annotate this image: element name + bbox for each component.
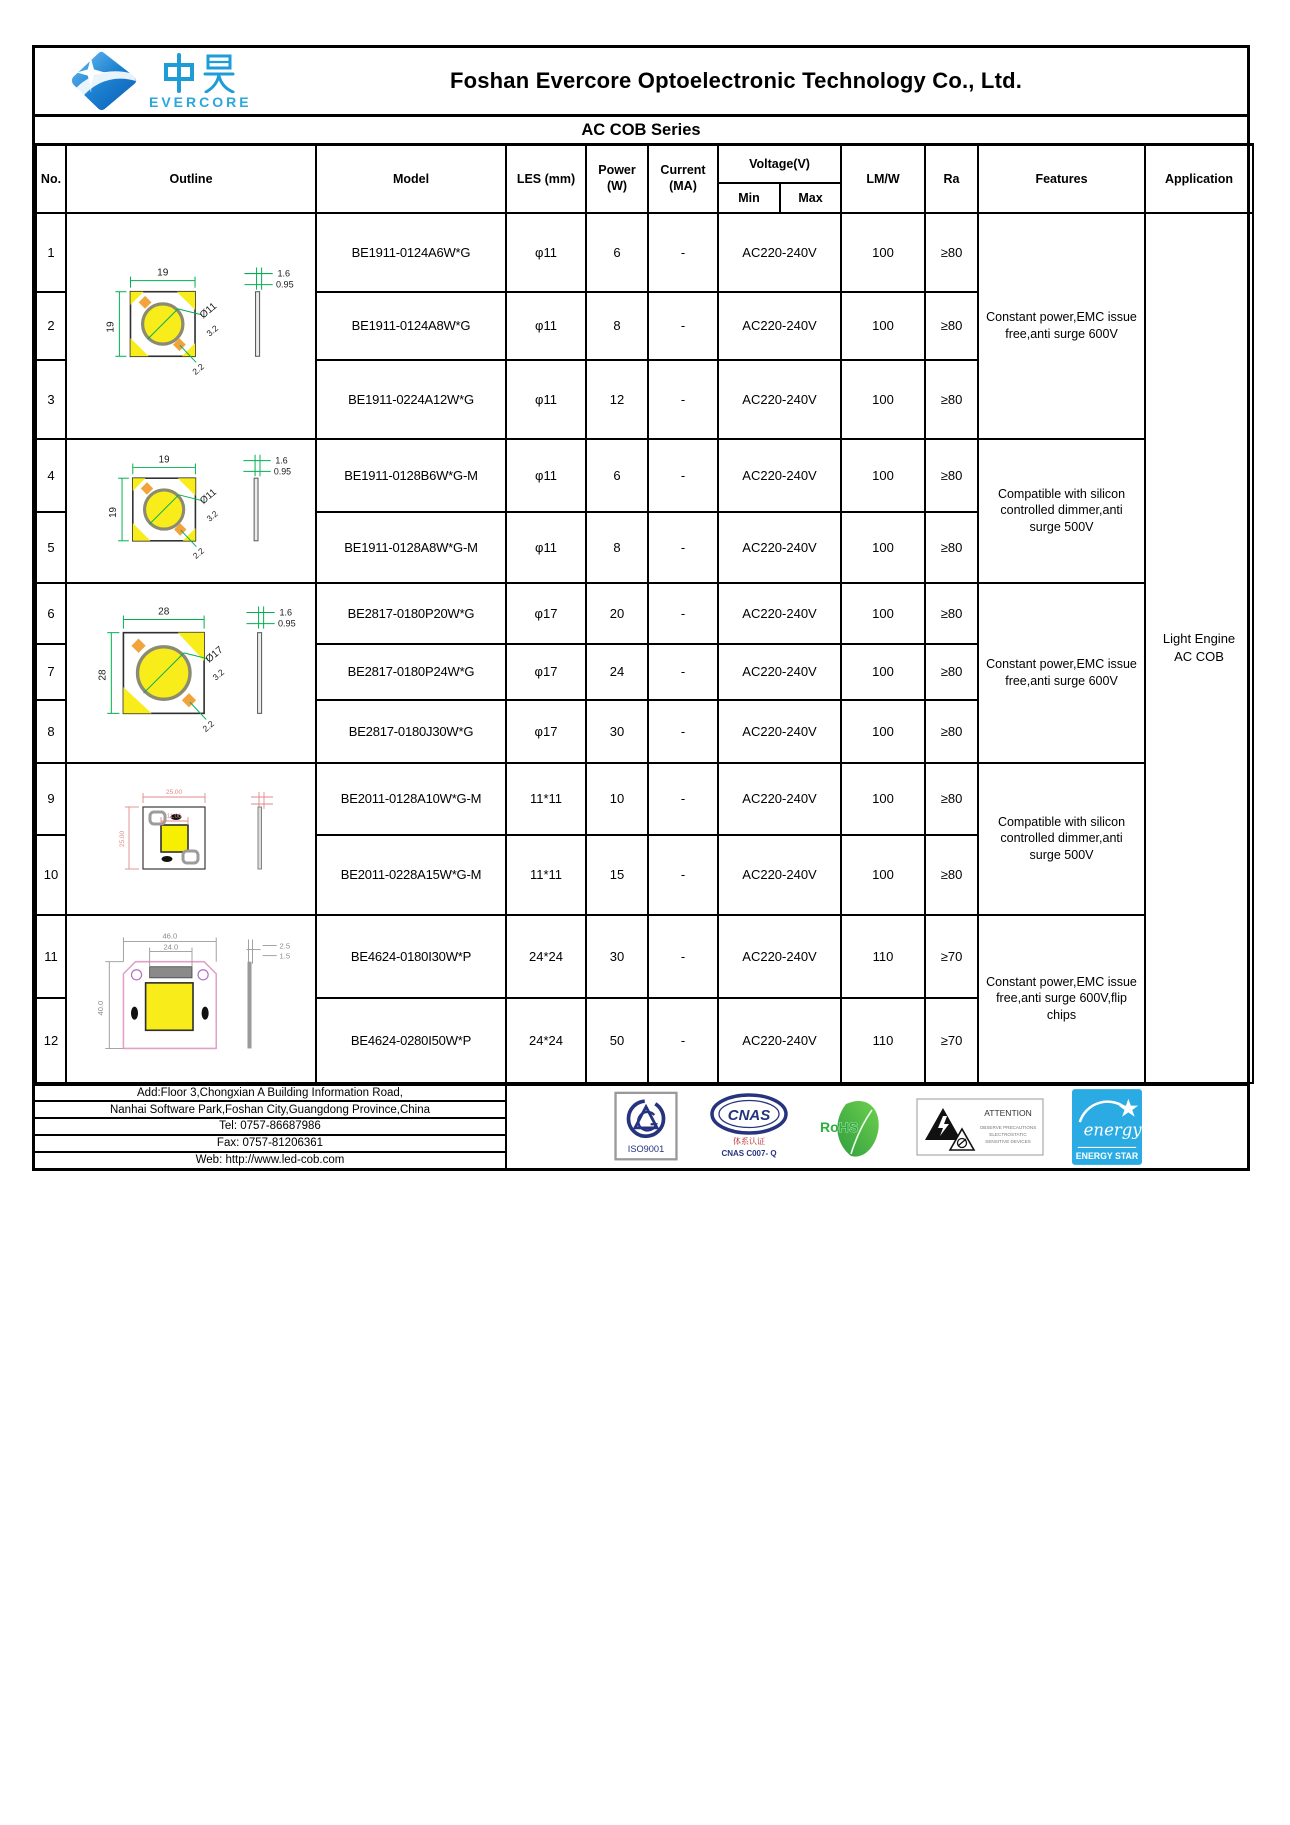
series-title: AC COB Series: [35, 114, 1247, 143]
current-cell: -: [648, 213, 718, 292]
model-cell: BE4624-0180I30W*P: [316, 915, 506, 998]
outline-drawing-be1911-a: [75, 253, 307, 395]
ra-cell: ≥80: [925, 644, 978, 700]
ra-cell: ≥80: [925, 835, 978, 915]
outline-cell-be1911-a: [66, 213, 316, 439]
datasheet-document: [32, 45, 1250, 1171]
ra-cell: ≥80: [925, 512, 978, 583]
energy-script-label: energy: [1083, 1120, 1142, 1140]
les-cell: φ11: [506, 512, 586, 583]
dim-dia: Ø11: [198, 300, 220, 322]
current-cell: -: [648, 512, 718, 583]
col-header-voltage-min: Min: [718, 183, 780, 213]
dim-side: 40.0: [96, 1000, 106, 1015]
dim-top: 28: [158, 606, 170, 618]
les-cell: φ17: [506, 700, 586, 763]
col-header-lmw: LM/W: [841, 145, 925, 213]
iso9001-badge: [612, 1091, 680, 1163]
dim-t1: 1.6: [277, 268, 291, 279]
dim-inner: 24.0: [163, 942, 179, 952]
les-cell: φ11: [506, 213, 586, 292]
features-cell-group5: Constant power,EMC issue free,anti surge 600V,flip chips: [978, 915, 1145, 1083]
model-cell: BE2817-0180P20W*G: [316, 583, 506, 644]
current-cell: -: [648, 292, 718, 360]
les-cell: φ17: [506, 644, 586, 700]
esd-text-line3: SENSITIVE DEVICES: [985, 1138, 1031, 1144]
no-cell: 1: [36, 213, 66, 292]
voltage-cell: AC220-240V: [718, 915, 841, 998]
outline-drawing-be1911-b: [79, 441, 304, 578]
les-cell: φ11: [506, 439, 586, 512]
model-cell: BE1911-0224A12W*G: [316, 360, 506, 439]
voltage-cell: AC220-240V: [718, 583, 841, 644]
esd-attention-label: ATTENTION: [984, 1107, 1032, 1118]
power-cell: 20: [586, 583, 648, 644]
voltage-cell: AC220-240V: [718, 998, 841, 1083]
model-cell: BE1911-0124A6W*G: [316, 213, 506, 292]
model-cell: BE4624-0280I50W*P: [316, 998, 506, 1083]
spec-table: [35, 143, 1254, 1084]
evercore-logo-mark-icon: [67, 50, 141, 112]
power-cell: 6: [586, 213, 648, 292]
outline-cell-be1911-b: [66, 439, 316, 583]
model-cell: BE1911-0128A8W*G-M: [316, 512, 506, 583]
tel-line: Tel: 0757-86687986: [35, 1119, 505, 1136]
ra-cell: ≥80: [925, 439, 978, 512]
rohs-label: RoHS: [820, 1118, 859, 1135]
outline-cell-be2011: [66, 763, 316, 915]
les-cell: φ17: [506, 583, 586, 644]
voltage-cell: AC220-240V: [718, 213, 841, 292]
col-header-features: Features: [978, 145, 1145, 213]
dim-outer: 25.00: [165, 789, 183, 796]
col-header-current-line2: (MA): [669, 178, 697, 193]
features-cell-group4: Compatible with silicon controlled dimmer,anti surge 500V: [978, 763, 1145, 915]
les-cell: 11*11: [506, 763, 586, 835]
dim-t1: 1.6: [279, 607, 293, 618]
power-cell: 15: [586, 835, 648, 915]
outline-drawing-be2011: [80, 767, 302, 907]
col-header-voltage: Voltage(V): [718, 145, 841, 183]
cnas-badge: [708, 1093, 790, 1161]
features-cell-group2: Compatible with silicon controlled dimmer,anti surge 500V: [978, 439, 1145, 583]
current-cell: -: [648, 439, 718, 512]
dim-t2: 1.5: [279, 951, 291, 961]
outline-drawing-be2817: [75, 584, 307, 758]
dim-t1: 2.5: [279, 941, 291, 951]
voltage-cell: AC220-240V: [718, 835, 841, 915]
cnas-sub-label-1: 体系认证: [733, 1136, 765, 1146]
logo-text-block: [149, 53, 252, 109]
les-cell: 24*24: [506, 998, 586, 1083]
document-header: [35, 48, 1247, 114]
features-cell-group3: Constant power,EMC issue free,anti surge 600V: [978, 583, 1145, 763]
no-cell: 8: [36, 700, 66, 763]
dim-t2: 0.95: [273, 465, 291, 476]
voltage-cell: AC220-240V: [718, 512, 841, 583]
ra-cell: ≥80: [925, 360, 978, 439]
lmw-cell: 100: [841, 835, 925, 915]
address-line-2: Nanhai Software Park,Foshan City,Guangdong Province,China: [35, 1102, 505, 1119]
ra-cell: ≥80: [925, 583, 978, 644]
model-cell: BE2817-0180P24W*G: [316, 644, 506, 700]
voltage-cell: AC220-240V: [718, 700, 841, 763]
dim-t2: 0.95: [278, 618, 296, 629]
no-cell: 5: [36, 512, 66, 583]
col-header-current: [648, 145, 718, 213]
no-cell: 7: [36, 644, 66, 700]
application-cell: Light Engine AC COB: [1145, 213, 1253, 1083]
no-cell: 2: [36, 292, 66, 360]
no-cell: 3: [36, 360, 66, 439]
lmw-cell: 100: [841, 439, 925, 512]
power-cell: 12: [586, 360, 648, 439]
esd-text-line2: ELECTROSTATIC: [989, 1131, 1027, 1137]
dim-inner: 11.00: [166, 814, 182, 820]
no-cell: 9: [36, 763, 66, 835]
dim-outer-side: 25.00: [119, 830, 126, 848]
lmw-cell: 100: [841, 583, 925, 644]
esd-attention-badge: [916, 1098, 1044, 1156]
web-line: Web: http://www.led-cob.com: [195, 1154, 345, 1167]
dim-t2: 0.95: [275, 279, 294, 290]
evercore-logo: [35, 50, 252, 112]
current-cell: -: [648, 763, 718, 835]
logo-brand-text: EVERCORE: [149, 94, 252, 110]
no-cell: 11: [36, 915, 66, 998]
col-header-power-line2: (W): [606, 178, 628, 193]
esd-text-line1: OBSERVE PRECAUTIONS: [979, 1124, 1037, 1130]
power-cell: 30: [586, 915, 648, 998]
document-footer: [35, 1084, 1247, 1168]
no-cell: 6: [36, 583, 66, 644]
lmw-cell: 100: [841, 700, 925, 763]
outline-cell-be2817: [66, 583, 316, 763]
col-header-power: [586, 145, 648, 213]
lmw-cell: 110: [841, 998, 925, 1083]
ra-cell: ≥70: [925, 998, 978, 1083]
dim-t1: 1.6: [274, 455, 288, 466]
cnas-label: CNAS: [727, 1106, 771, 1124]
current-cell: -: [648, 644, 718, 700]
les-cell: φ11: [506, 360, 586, 439]
col-header-current-line1: Current: [660, 163, 706, 178]
energy-star-label: ENERGY STAR: [1075, 1150, 1139, 1161]
model-cell: BE2011-0228A15W*G-M: [316, 835, 506, 915]
dim-top: 46.0: [162, 930, 178, 940]
col-header-power-line1: Power: [598, 163, 636, 178]
dim-dia: Ø11: [197, 486, 219, 507]
no-cell: 12: [36, 998, 66, 1083]
les-cell: φ11: [506, 292, 586, 360]
les-cell: 11*11: [506, 835, 586, 915]
ra-cell: ≥80: [925, 213, 978, 292]
ra-cell: ≥80: [925, 700, 978, 763]
company-name: Foshan Evercore Optoelectronic Technology Co., Ltd.: [449, 68, 1023, 93]
ra-cell: ≥80: [925, 763, 978, 835]
col-header-model: Model: [316, 145, 506, 213]
dim-side: 28: [97, 669, 109, 681]
lmw-cell: 100: [841, 644, 925, 700]
features-cell-group1: Constant power,EMC issue free,anti surge 600V: [978, 213, 1145, 439]
col-header-no: No.: [36, 145, 66, 213]
power-cell: 8: [586, 292, 648, 360]
dim-d2: 2.2: [190, 361, 206, 377]
voltage-cell: AC220-240V: [718, 644, 841, 700]
certifications-strip: [507, 1086, 1247, 1168]
address-line-1: Add:Floor 3,Chongxian A Building Information Road,: [35, 1086, 505, 1103]
col-header-application: Application: [1145, 145, 1253, 213]
voltage-cell: AC220-240V: [718, 292, 841, 360]
current-cell: -: [648, 998, 718, 1083]
power-cell: 8: [586, 512, 648, 583]
col-header-ra: Ra: [925, 145, 978, 213]
logo-chinese-characters: [161, 53, 239, 93]
voltage-cell: AC220-240V: [718, 763, 841, 835]
current-cell: -: [648, 583, 718, 644]
current-cell: -: [648, 360, 718, 439]
current-cell: -: [648, 915, 718, 998]
voltage-cell: AC220-240V: [718, 360, 841, 439]
current-cell: -: [648, 700, 718, 763]
dim-d1: 3.2: [204, 323, 221, 339]
model-cell: BE1911-0128B6W*G-M: [316, 439, 506, 512]
lmw-cell: 100: [841, 213, 925, 292]
outline-drawing-be4624: [75, 919, 307, 1076]
energy-star-badge: [1072, 1089, 1142, 1165]
lmw-cell: 100: [841, 360, 925, 439]
voltage-cell: AC220-240V: [718, 439, 841, 512]
dim-top: 19: [158, 454, 170, 466]
dim-side: 19: [105, 321, 117, 333]
les-cell: 24*24: [506, 915, 586, 998]
col-header-voltage-max: Max: [780, 183, 841, 213]
col-header-les: LES (mm): [506, 145, 586, 213]
power-cell: 50: [586, 998, 648, 1083]
cnas-sub-label-2: CNAS C007- Q: [721, 1148, 777, 1158]
dim-top: 19: [157, 267, 169, 279]
power-cell: 6: [586, 439, 648, 512]
lmw-cell: 100: [841, 292, 925, 360]
power-cell: 10: [586, 763, 648, 835]
model-cell: BE2817-0180J30W*G: [316, 700, 506, 763]
dim-d2: 2.2: [200, 718, 217, 734]
model-cell: BE2011-0128A10W*G-M: [316, 763, 506, 835]
lmw-cell: 110: [841, 915, 925, 998]
lmw-cell: 100: [841, 512, 925, 583]
col-header-outline: Outline: [66, 145, 316, 213]
no-cell: 4: [36, 439, 66, 512]
dim-dia: Ø17: [203, 644, 226, 666]
power-cell: 24: [586, 644, 648, 700]
dim-d2: 2.2: [190, 545, 206, 561]
current-cell: -: [648, 835, 718, 915]
ra-cell: ≥80: [925, 292, 978, 360]
dim-d1: 3.2: [203, 507, 220, 524]
model-cell: BE1911-0124A8W*G: [316, 292, 506, 360]
outline-cell-be4624: [66, 915, 316, 1083]
dim-side: 19: [107, 506, 119, 518]
address-block: [35, 1086, 507, 1168]
iso9001-label: ISO9001: [627, 1143, 665, 1154]
dim-d1: 3.2: [210, 667, 227, 683]
fax-line: Fax: 0757-81206361: [35, 1136, 505, 1153]
lmw-cell: 100: [841, 763, 925, 835]
power-cell: 30: [586, 700, 648, 763]
rohs-leaf-icon: [818, 1094, 888, 1160]
ra-cell: ≥70: [925, 915, 978, 998]
no-cell: 10: [36, 835, 66, 915]
